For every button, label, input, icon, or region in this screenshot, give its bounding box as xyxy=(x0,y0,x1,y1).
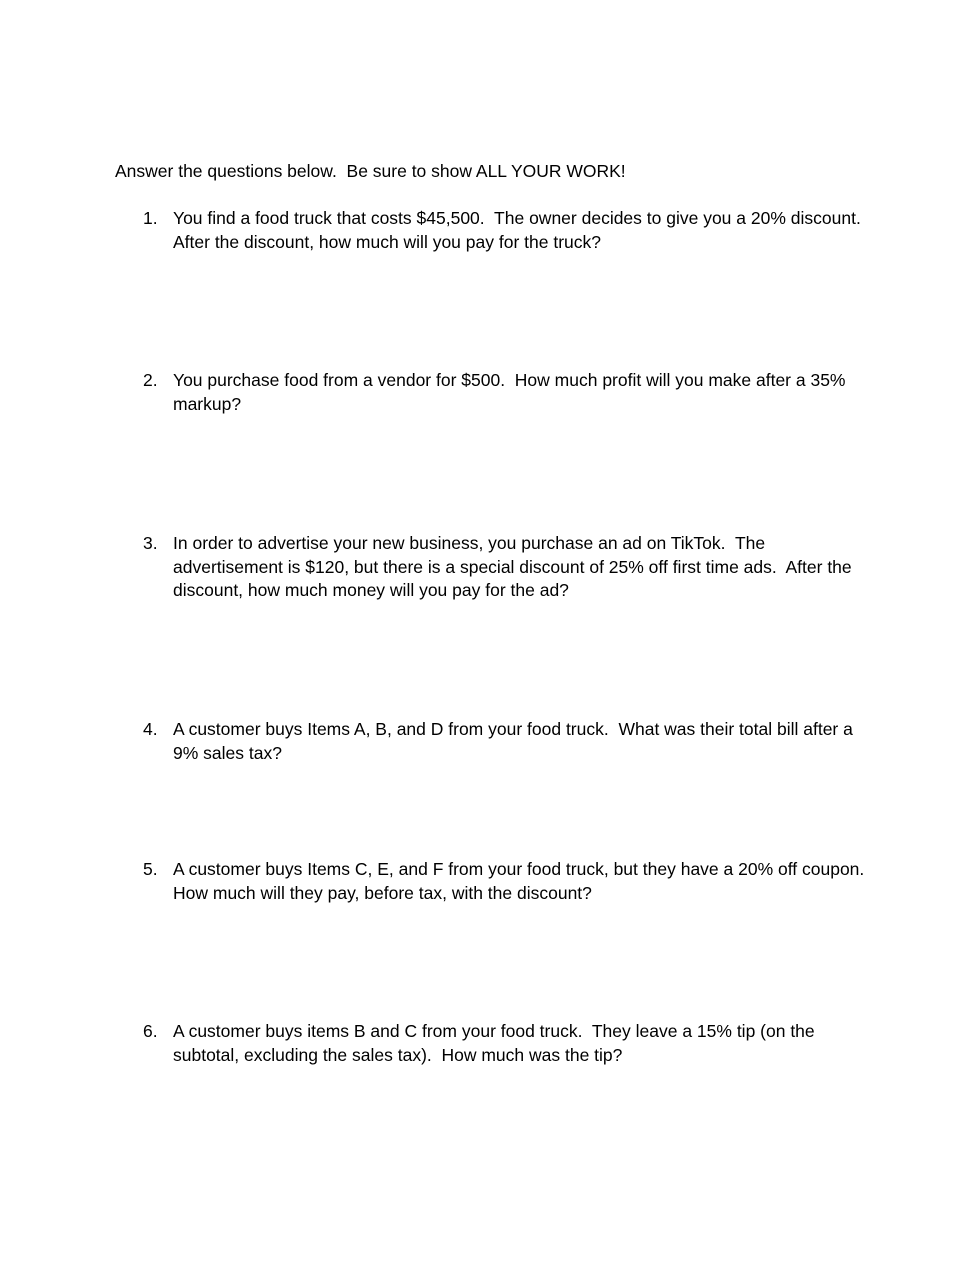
question-number: 2. xyxy=(143,370,158,390)
question-number: 4. xyxy=(143,719,158,739)
question-number: 6. xyxy=(143,1021,158,1041)
question-5 xyxy=(143,858,875,905)
question-text: A customer buys Items A, B, and D from your food truck. What was their total bill after a 9% sales tax? xyxy=(173,719,858,763)
question-6 xyxy=(143,1020,868,1067)
question-text: You find a food truck that costs $45,500. The owner decides to give you a 20% discount. After the discount, how much will you pay for the truck? xyxy=(173,208,870,252)
question-text: A customer buys Items C, E, and F from your food truck, but they have a 20% off coupon. How much will they pay, before tax, with the discount? xyxy=(173,859,875,903)
question-number: 1. xyxy=(143,208,158,228)
question-4 xyxy=(143,718,868,765)
question-3 xyxy=(143,532,868,603)
instructions: Answer the questions below. Be sure to show ALL YOUR WORK! xyxy=(115,161,626,181)
question-1 xyxy=(143,207,868,254)
question-text: In order to advertise your new business, you purchase an ad on TikTok. The advertisement is $120, but there is a special discount of 25% off first time ads. After the discount, how much money will you pay for the ad? xyxy=(173,533,857,600)
question-number: 5. xyxy=(143,859,158,879)
question-text: A customer buys items B and C from your food truck. They leave a 15% tip (on the subtotal, excluding the sales tax). How much was the tip? xyxy=(173,1021,820,1065)
question-2 xyxy=(143,369,868,416)
question-number: 3. xyxy=(143,533,158,553)
question-text: You purchase food from a vendor for $500. How much profit will you make after a 35% markup? xyxy=(173,370,851,414)
